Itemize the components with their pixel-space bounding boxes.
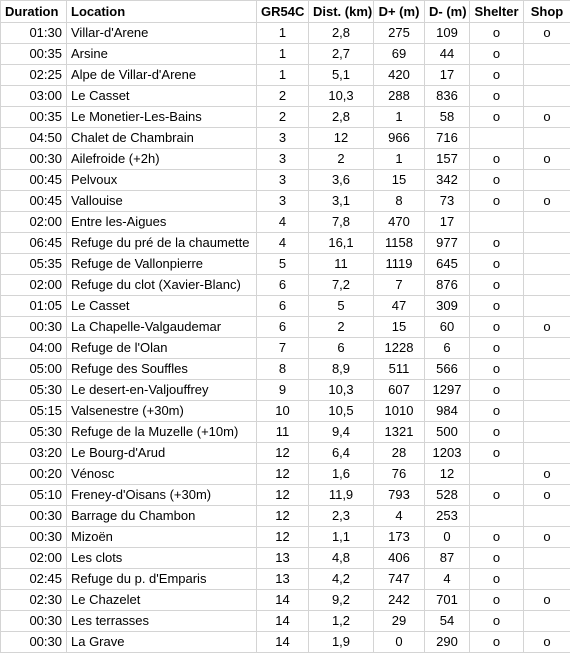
cell-elevation-loss[interactable]: 876: [425, 275, 470, 296]
cell-shelter[interactable]: o: [470, 422, 524, 443]
cell-duration[interactable]: 00:30: [1, 611, 67, 632]
table-row: [1, 359, 570, 380]
cell-distance[interactable]: 16,1: [309, 233, 374, 254]
cell-elevation-gain[interactable]: 7: [374, 275, 425, 296]
cell-location[interactable]: Entre les-Aigues: [67, 212, 257, 233]
cell-shelter[interactable]: o: [470, 191, 524, 212]
cell-elevation-loss[interactable]: 0: [425, 527, 470, 548]
table-row: [1, 149, 570, 170]
cell-elevation-loss[interactable]: 645: [425, 254, 470, 275]
cell-gr54c-stage[interactable]: 3: [257, 149, 309, 170]
cell-gr54c-stage[interactable]: 6: [257, 317, 309, 338]
cell-distance[interactable]: 5,1: [309, 65, 374, 86]
table-row: [1, 569, 570, 590]
cell-shop[interactable]: [524, 275, 570, 296]
cell-elevation-gain[interactable]: 69: [374, 44, 425, 65]
cell-elevation-loss[interactable]: 309: [425, 296, 470, 317]
cell-elevation-loss[interactable]: 109: [425, 23, 470, 44]
cell-shelter[interactable]: o: [470, 317, 524, 338]
cell-elevation-gain[interactable]: 511: [374, 359, 425, 380]
cell-distance[interactable]: 1,1: [309, 527, 374, 548]
cell-location[interactable]: Barrage du Chambon: [67, 506, 257, 527]
cell-shelter[interactable]: [470, 506, 524, 527]
cell-elevation-loss[interactable]: 566: [425, 359, 470, 380]
cell-shelter[interactable]: o: [470, 170, 524, 191]
cell-gr54c-stage[interactable]: 11: [257, 422, 309, 443]
cell-shop[interactable]: [524, 254, 570, 275]
cell-duration[interactable]: 00:45: [1, 170, 67, 191]
cell-location[interactable]: Ailefroide (+2h): [67, 149, 257, 170]
cell-duration[interactable]: 04:50: [1, 128, 67, 149]
cell-distance[interactable]: 2,3: [309, 506, 374, 527]
table-row: [1, 506, 570, 527]
cell-elevation-gain[interactable]: 4: [374, 506, 425, 527]
table-row: [1, 212, 570, 233]
cell-shop[interactable]: [524, 506, 570, 527]
cell-elevation-gain[interactable]: 1228: [374, 338, 425, 359]
header-elevation-loss[interactable]: D- (m): [425, 1, 470, 23]
cell-location[interactable]: Les terrasses: [67, 611, 257, 632]
cell-shop[interactable]: o: [524, 317, 570, 338]
cell-gr54c-stage[interactable]: 7: [257, 338, 309, 359]
cell-elevation-gain[interactable]: 76: [374, 464, 425, 485]
cell-distance[interactable]: 11,9: [309, 485, 374, 506]
cell-shelter[interactable]: [470, 128, 524, 149]
cell-gr54c-stage[interactable]: 2: [257, 86, 309, 107]
cell-duration[interactable]: 02:30: [1, 590, 67, 611]
cell-location[interactable]: Refuge du pré de la chaumette: [67, 233, 257, 254]
cell-duration[interactable]: 00:20: [1, 464, 67, 485]
table-row: [1, 527, 570, 548]
cell-elevation-loss[interactable]: 716: [425, 128, 470, 149]
cell-location[interactable]: Le desert-en-Valjouffrey: [67, 380, 257, 401]
header-row: [1, 1, 570, 23]
cell-location[interactable]: Le Bourg-d'Arud: [67, 443, 257, 464]
cell-elevation-loss[interactable]: 44: [425, 44, 470, 65]
cell-shelter[interactable]: o: [470, 149, 524, 170]
cell-location[interactable]: Vénosc: [67, 464, 257, 485]
cell-duration[interactable]: 00:30: [1, 506, 67, 527]
cell-shop[interactable]: [524, 422, 570, 443]
table-row: [1, 443, 570, 464]
cell-gr54c-stage[interactable]: 12: [257, 506, 309, 527]
cell-shelter[interactable]: o: [470, 527, 524, 548]
cell-location[interactable]: Le Casset: [67, 86, 257, 107]
cell-distance[interactable]: 9,2: [309, 590, 374, 611]
cell-distance[interactable]: 3,6: [309, 170, 374, 191]
table-row: [1, 380, 570, 401]
cell-shop[interactable]: [524, 44, 570, 65]
cell-shelter[interactable]: o: [470, 296, 524, 317]
cell-duration[interactable]: 00:35: [1, 107, 67, 128]
cell-location[interactable]: Le Casset: [67, 296, 257, 317]
cell-elevation-gain[interactable]: 747: [374, 569, 425, 590]
cell-location[interactable]: Arsine: [67, 44, 257, 65]
cell-location[interactable]: Freney-d'Oisans (+30m): [67, 485, 257, 506]
cell-elevation-loss[interactable]: 4: [425, 569, 470, 590]
cell-shelter[interactable]: o: [470, 23, 524, 44]
cell-gr54c-stage[interactable]: 2: [257, 107, 309, 128]
cell-elevation-gain[interactable]: 966: [374, 128, 425, 149]
cell-gr54c-stage[interactable]: 14: [257, 611, 309, 632]
cell-duration[interactable]: 00:30: [1, 632, 67, 653]
cell-shelter[interactable]: o: [470, 338, 524, 359]
cell-elevation-gain[interactable]: 242: [374, 590, 425, 611]
cell-gr54c-stage[interactable]: 12: [257, 464, 309, 485]
cell-shop[interactable]: o: [524, 191, 570, 212]
cell-duration[interactable]: 00:30: [1, 317, 67, 338]
cell-shop[interactable]: [524, 296, 570, 317]
cell-shelter[interactable]: o: [470, 86, 524, 107]
table-row: [1, 317, 570, 338]
cell-shop[interactable]: [524, 548, 570, 569]
table-row: [1, 401, 570, 422]
cell-location[interactable]: La Chapelle-Valgaudemar: [67, 317, 257, 338]
cell-elevation-gain[interactable]: 0: [374, 632, 425, 653]
cell-elevation-gain[interactable]: 607: [374, 380, 425, 401]
cell-location[interactable]: Refuge des Souffles: [67, 359, 257, 380]
cell-shop[interactable]: o: [524, 149, 570, 170]
cell-elevation-gain[interactable]: 173: [374, 527, 425, 548]
cell-distance[interactable]: 5: [309, 296, 374, 317]
cell-elevation-gain[interactable]: 28: [374, 443, 425, 464]
cell-duration[interactable]: 02:25: [1, 65, 67, 86]
cell-gr54c-stage[interactable]: 3: [257, 170, 309, 191]
table-header: [1, 1, 570, 23]
cell-shop[interactable]: [524, 569, 570, 590]
cell-shop[interactable]: [524, 65, 570, 86]
cell-distance[interactable]: 12: [309, 128, 374, 149]
cell-distance[interactable]: 2,8: [309, 23, 374, 44]
cell-elevation-gain[interactable]: 406: [374, 548, 425, 569]
cell-duration[interactable]: 00:35: [1, 44, 67, 65]
cell-shop[interactable]: [524, 338, 570, 359]
cell-shelter[interactable]: o: [470, 632, 524, 653]
cell-shelter[interactable]: o: [470, 65, 524, 86]
header-gr54c[interactable]: GR54C: [257, 1, 309, 23]
table-row: [1, 422, 570, 443]
cell-elevation-gain[interactable]: 15: [374, 170, 425, 191]
cell-elevation-loss[interactable]: 836: [425, 86, 470, 107]
cell-distance[interactable]: 1,9: [309, 632, 374, 653]
header-elevation-gain[interactable]: D+ (m): [374, 1, 425, 23]
cell-elevation-gain[interactable]: 1158: [374, 233, 425, 254]
header-shop[interactable]: Shop: [524, 1, 570, 23]
cell-location[interactable]: Pelvoux: [67, 170, 257, 191]
cell-duration[interactable]: 02:00: [1, 212, 67, 233]
cell-distance[interactable]: 11: [309, 254, 374, 275]
cell-elevation-loss[interactable]: 17: [425, 212, 470, 233]
cell-duration[interactable]: 04:00: [1, 338, 67, 359]
cell-elevation-loss[interactable]: 6: [425, 338, 470, 359]
cell-distance[interactable]: 3,1: [309, 191, 374, 212]
table-row: [1, 191, 570, 212]
cell-gr54c-stage[interactable]: 3: [257, 128, 309, 149]
cell-shop[interactable]: [524, 86, 570, 107]
cell-elevation-loss[interactable]: 12: [425, 464, 470, 485]
cell-distance[interactable]: 9,4: [309, 422, 374, 443]
table-row: [1, 275, 570, 296]
cell-elevation-loss[interactable]: 290: [425, 632, 470, 653]
cell-gr54c-stage[interactable]: 9: [257, 380, 309, 401]
cell-location[interactable]: Refuge du p. d'Emparis: [67, 569, 257, 590]
cell-shelter[interactable]: o: [470, 380, 524, 401]
cell-shop[interactable]: [524, 128, 570, 149]
header-location[interactable]: Location: [67, 1, 257, 23]
cell-gr54c-stage[interactable]: 12: [257, 527, 309, 548]
cell-elevation-gain[interactable]: 275: [374, 23, 425, 44]
cell-distance[interactable]: 7,2: [309, 275, 374, 296]
cell-location[interactable]: Vallouise: [67, 191, 257, 212]
cell-gr54c-stage[interactable]: 10: [257, 401, 309, 422]
table-row: [1, 86, 570, 107]
cell-elevation-loss[interactable]: 157: [425, 149, 470, 170]
cell-distance[interactable]: 10,3: [309, 86, 374, 107]
table-row: [1, 23, 570, 44]
cell-shop[interactable]: o: [524, 485, 570, 506]
cell-elevation-loss[interactable]: 73: [425, 191, 470, 212]
cell-elevation-loss[interactable]: 977: [425, 233, 470, 254]
cell-distance[interactable]: 4,2: [309, 569, 374, 590]
cell-elevation-gain[interactable]: 47: [374, 296, 425, 317]
cell-shelter[interactable]: o: [470, 107, 524, 128]
cell-gr54c-stage[interactable]: 12: [257, 443, 309, 464]
table-row: [1, 128, 570, 149]
cell-location[interactable]: Villar-d'Arene: [67, 23, 257, 44]
cell-distance[interactable]: 2,8: [309, 107, 374, 128]
cell-location[interactable]: Alpe de Villar-d'Arene: [67, 65, 257, 86]
cell-location[interactable]: Refuge de Vallonpierre: [67, 254, 257, 275]
table-row: [1, 65, 570, 86]
cell-duration[interactable]: 01:30: [1, 23, 67, 44]
cell-shelter[interactable]: o: [470, 485, 524, 506]
cell-shelter[interactable]: o: [470, 590, 524, 611]
cell-shop[interactable]: o: [524, 23, 570, 44]
cell-distance[interactable]: 7,8: [309, 212, 374, 233]
cell-shelter[interactable]: o: [470, 401, 524, 422]
header-duration[interactable]: Duration: [1, 1, 67, 23]
cell-elevation-loss[interactable]: 253: [425, 506, 470, 527]
cell-elevation-gain[interactable]: 1: [374, 149, 425, 170]
cell-distance[interactable]: 8,9: [309, 359, 374, 380]
cell-gr54c-stage[interactable]: 4: [257, 212, 309, 233]
cell-gr54c-stage[interactable]: 8: [257, 359, 309, 380]
cell-duration[interactable]: 05:35: [1, 254, 67, 275]
header-shelter[interactable]: Shelter: [470, 1, 524, 23]
cell-elevation-gain[interactable]: 1: [374, 107, 425, 128]
cell-duration[interactable]: 02:00: [1, 548, 67, 569]
cell-location[interactable]: Chalet de Chambrain: [67, 128, 257, 149]
cell-elevation-loss[interactable]: 1203: [425, 443, 470, 464]
cell-shop[interactable]: o: [524, 107, 570, 128]
cell-elevation-gain[interactable]: 29: [374, 611, 425, 632]
cell-shelter[interactable]: [470, 212, 524, 233]
cell-location[interactable]: Les clots: [67, 548, 257, 569]
cell-duration[interactable]: 05:30: [1, 380, 67, 401]
cell-elevation-loss[interactable]: 342: [425, 170, 470, 191]
table-row: [1, 548, 570, 569]
cell-duration[interactable]: 05:30: [1, 422, 67, 443]
cell-shop[interactable]: o: [524, 464, 570, 485]
table-row: [1, 464, 570, 485]
cell-shelter[interactable]: o: [470, 611, 524, 632]
cell-elevation-loss[interactable]: 528: [425, 485, 470, 506]
cell-location[interactable]: Le Chazelet: [67, 590, 257, 611]
table-row: [1, 170, 570, 191]
cell-duration[interactable]: 06:45: [1, 233, 67, 254]
cell-shop[interactable]: [524, 233, 570, 254]
cell-distance[interactable]: 4,8: [309, 548, 374, 569]
cell-location[interactable]: Refuge de l'Olan: [67, 338, 257, 359]
cell-elevation-loss[interactable]: 58: [425, 107, 470, 128]
cell-shelter[interactable]: [470, 464, 524, 485]
cell-elevation-loss[interactable]: 17: [425, 65, 470, 86]
cell-duration[interactable]: 05:00: [1, 359, 67, 380]
cell-elevation-gain[interactable]: 288: [374, 86, 425, 107]
cell-location[interactable]: Refuge de la Muzelle (+10m): [67, 422, 257, 443]
cell-distance[interactable]: 10,5: [309, 401, 374, 422]
cell-elevation-gain[interactable]: 8: [374, 191, 425, 212]
table-row: [1, 254, 570, 275]
cell-shelter[interactable]: o: [470, 254, 524, 275]
cell-gr54c-stage[interactable]: 1: [257, 44, 309, 65]
cell-distance[interactable]: 10,3: [309, 380, 374, 401]
cell-gr54c-stage[interactable]: 1: [257, 65, 309, 86]
cell-elevation-loss[interactable]: 500: [425, 422, 470, 443]
cell-duration[interactable]: 03:20: [1, 443, 67, 464]
table-row: [1, 485, 570, 506]
cell-distance[interactable]: 1,6: [309, 464, 374, 485]
cell-elevation-loss[interactable]: 60: [425, 317, 470, 338]
table-row: [1, 233, 570, 254]
cell-gr54c-stage[interactable]: 14: [257, 632, 309, 653]
cell-shop[interactable]: [524, 401, 570, 422]
cell-location[interactable]: Refuge du clot (Xavier-Blanc): [67, 275, 257, 296]
cell-distance[interactable]: 6: [309, 338, 374, 359]
cell-location[interactable]: La Grave: [67, 632, 257, 653]
cell-gr54c-stage[interactable]: 6: [257, 275, 309, 296]
table-row: [1, 296, 570, 317]
table-row: [1, 107, 570, 128]
cell-shop[interactable]: o: [524, 590, 570, 611]
cell-duration[interactable]: 05:10: [1, 485, 67, 506]
cell-gr54c-stage[interactable]: 13: [257, 548, 309, 569]
cell-elevation-gain[interactable]: 1119: [374, 254, 425, 275]
cell-gr54c-stage[interactable]: 14: [257, 590, 309, 611]
cell-shop[interactable]: [524, 380, 570, 401]
cell-gr54c-stage[interactable]: 6: [257, 296, 309, 317]
cell-shop[interactable]: [524, 443, 570, 464]
cell-shelter[interactable]: o: [470, 359, 524, 380]
cell-shelter[interactable]: o: [470, 569, 524, 590]
cell-duration[interactable]: 00:30: [1, 149, 67, 170]
cell-elevation-loss[interactable]: 1297: [425, 380, 470, 401]
cell-shop[interactable]: [524, 359, 570, 380]
cell-elevation-gain[interactable]: 1321: [374, 422, 425, 443]
cell-gr54c-stage[interactable]: 3: [257, 191, 309, 212]
table-row: [1, 338, 570, 359]
cell-elevation-loss[interactable]: 87: [425, 548, 470, 569]
cell-duration[interactable]: 01:05: [1, 296, 67, 317]
cell-elevation-gain[interactable]: 15: [374, 317, 425, 338]
cell-distance[interactable]: 2: [309, 317, 374, 338]
cell-shelter[interactable]: o: [470, 44, 524, 65]
table-row: [1, 590, 570, 611]
table-row: [1, 611, 570, 632]
cell-duration[interactable]: 03:00: [1, 86, 67, 107]
cell-elevation-loss[interactable]: 984: [425, 401, 470, 422]
cell-gr54c-stage[interactable]: 1: [257, 23, 309, 44]
table-row: [1, 632, 570, 653]
cell-gr54c-stage[interactable]: 12: [257, 485, 309, 506]
cell-shelter[interactable]: o: [470, 548, 524, 569]
cell-shop[interactable]: [524, 170, 570, 191]
cell-shelter[interactable]: o: [470, 443, 524, 464]
table-body: [1, 23, 570, 653]
cell-duration[interactable]: 00:45: [1, 191, 67, 212]
cell-elevation-gain[interactable]: 470: [374, 212, 425, 233]
cell-location[interactable]: Mizoën: [67, 527, 257, 548]
cell-distance[interactable]: 6,4: [309, 443, 374, 464]
cell-shelter[interactable]: o: [470, 233, 524, 254]
cell-duration[interactable]: 02:00: [1, 275, 67, 296]
cell-shop[interactable]: o: [524, 632, 570, 653]
cell-shop[interactable]: [524, 611, 570, 632]
table-row: [1, 44, 570, 65]
cell-distance[interactable]: 2,7: [309, 44, 374, 65]
cell-duration[interactable]: 02:45: [1, 569, 67, 590]
cell-distance[interactable]: 2: [309, 149, 374, 170]
cell-gr54c-stage[interactable]: 13: [257, 569, 309, 590]
cell-location[interactable]: Valsenestre (+30m): [67, 401, 257, 422]
cell-shop[interactable]: [524, 212, 570, 233]
cell-shop[interactable]: o: [524, 527, 570, 548]
cell-elevation-gain[interactable]: 1010: [374, 401, 425, 422]
cell-distance[interactable]: 1,2: [309, 611, 374, 632]
cell-duration[interactable]: 05:15: [1, 401, 67, 422]
cell-elevation-gain[interactable]: 420: [374, 65, 425, 86]
cell-elevation-loss[interactable]: 54: [425, 611, 470, 632]
cell-gr54c-stage[interactable]: 5: [257, 254, 309, 275]
cell-gr54c-stage[interactable]: 4: [257, 233, 309, 254]
cell-shelter[interactable]: o: [470, 275, 524, 296]
cell-elevation-loss[interactable]: 701: [425, 590, 470, 611]
header-distance[interactable]: Dist. (km): [309, 1, 374, 23]
cell-duration[interactable]: 00:30: [1, 527, 67, 548]
cell-location[interactable]: Le Monetier-Les-Bains: [67, 107, 257, 128]
cell-elevation-gain[interactable]: 793: [374, 485, 425, 506]
